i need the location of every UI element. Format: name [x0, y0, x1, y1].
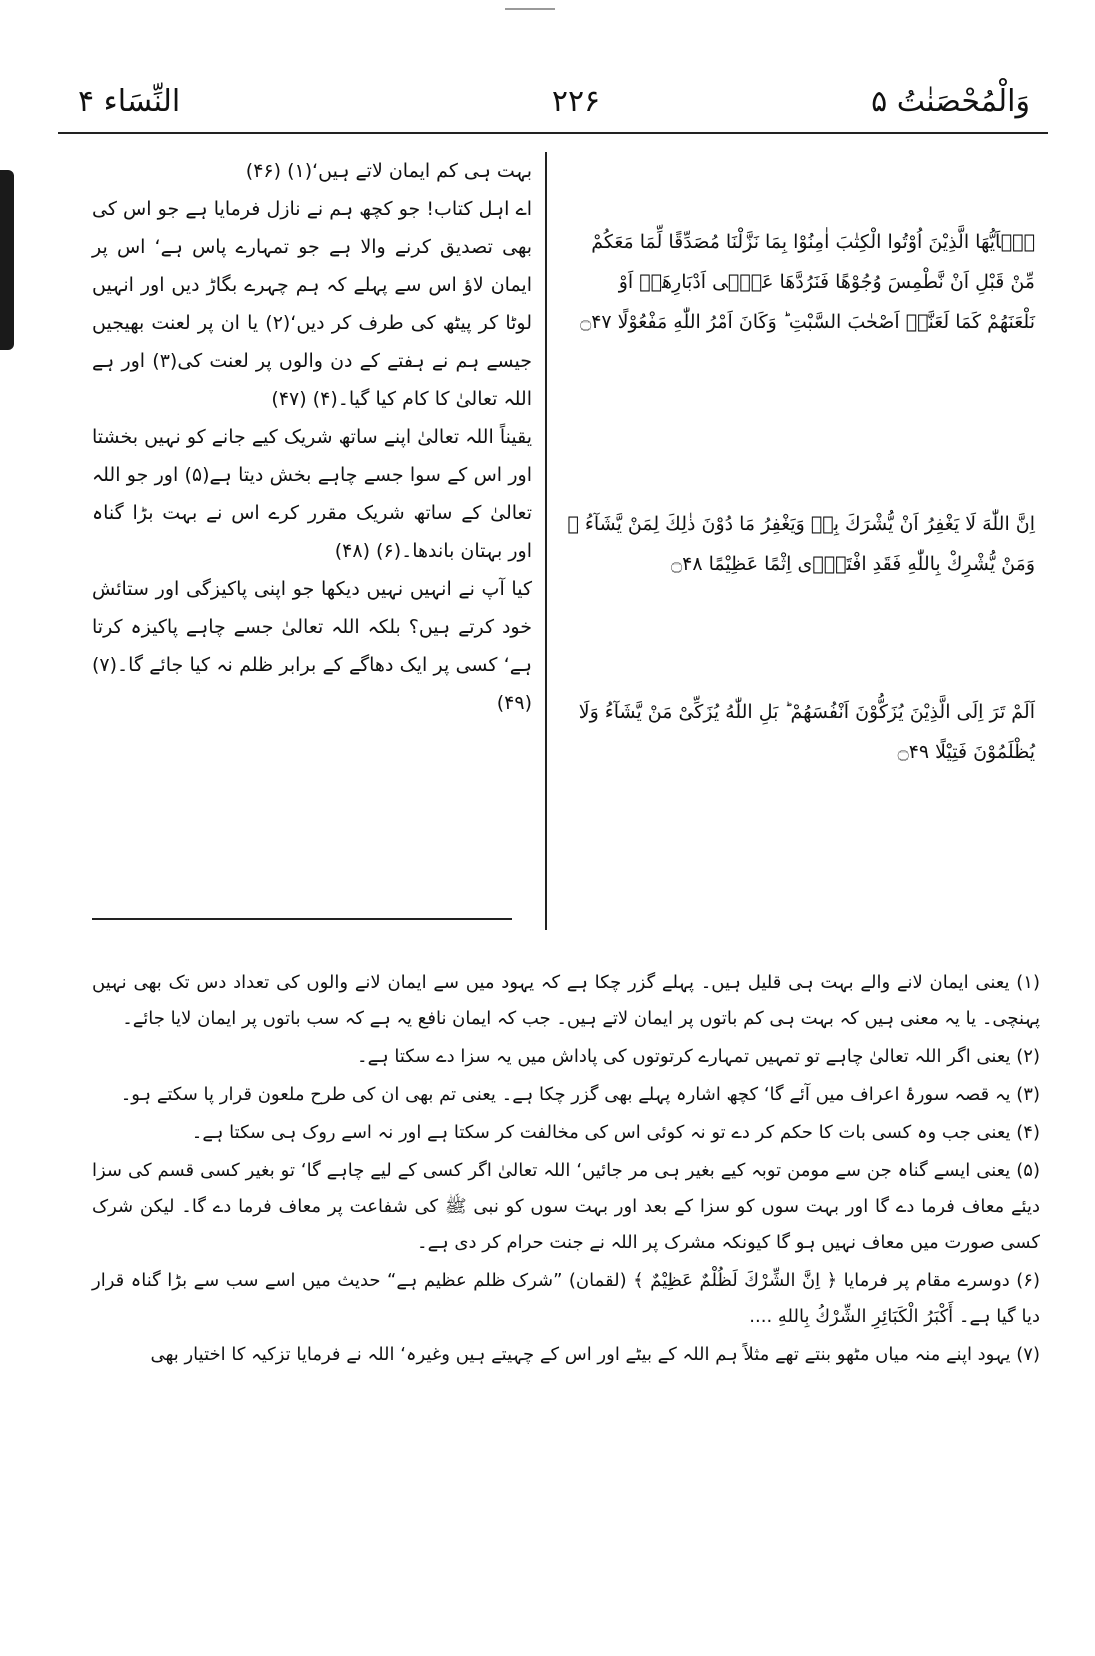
footnote: (۵) یعنی ایسے گناہ جن سے مومن توبہ کیے بغیر ہی مر جائیں‘ اللہ تعالیٰ اگر کسی کے لیے چاہے گا‘ تو بغیر کسی قسم کی سزا دیئے معاف فرما دے گا اور بہت سوں کو سزا کے بعد اور بہت سوں کو نبی ﷺ کی شفاعت پر معاف فرما دے گا۔ لیکن شرک کسی صورت میں معاف نہیں ہو گا کیونکہ مشرک پر اللہ نے جنت حرام کر دی ہے۔ — [92, 1160, 1040, 1253]
footnote: (۷) یہود اپنے منہ میاں مٹھو بنتے تھے مثلاً ہم اللہ کے بیٹے اور اس کے چہیتے ہیں وغیرہ‘ اللہ نے فرمایا تزکیہ کا اختیار بھی — [150, 1344, 1040, 1365]
footnote: (۴) یعنی جب وہ کسی بات کا حکم کر دے تو نہ کوئی اس کی مخالفت کر سکتا ہے اور نہ اسے روک ہی سکتا ہے۔ — [191, 1122, 1040, 1143]
translation-paragraph: بہت ہی کم ایمان لاتے ہیں‘(۱) (۴۶) — [245, 160, 532, 182]
header-surah-name: النِّسَاء ۴ — [78, 84, 181, 119]
header-rule — [58, 132, 1048, 134]
translation-paragraph: اے اہل کتاب! جو کچھ ہم نے نازل فرمایا ہے جو اس کی بھی تصدیق کرنے والا ہے جو تمہارے پاس ہے‘ اس پر ایمان لاؤ اس سے پہلے کہ ہم چہرے بگاڑ دیں اور انہیں لوٹا کر پیٹھ کی طرف کر دیں‘(۲) یا ان پر لعنت بھیجیں جیسے ہم نے ہفتے کے دن والوں پر لعنت کی(۳) اور ہے اللہ تعالیٰ کا کام کیا گیا۔(۴) (۴۷) — [92, 198, 533, 410]
footnote: (۶) دوسرے مقام پر فرمایا ﴿ اِنَّ الشِّرْكَ لَظُلْمٌ عَظِيْمٌ ﴾ (لقمان) ”شرک ظلم عظیم ہے“ حدیث میں اسے سب سے بڑا گناہ قرار دیا گیا ہے۔ أَكْبَرُ الْكَبَائِرِ الشِّرْكُ بِاللهِ .... — [92, 1270, 1040, 1327]
arabic-verse: اِنَّ اللّٰهَ لَا يَغْفِرُ اَنْ يُّشْرَكَ بِهٖ وَيَغْفِرُ مَا دُوْنَ ذٰلِكَ لِمَنْ يَّشَآءُ ۚ وَمَنْ يُّشْرِكْ بِاللّٰهِ فَقَدِ افْتَرٰۤى اِثْمًا عَظِيْمًا ۝۴۸ — [567, 513, 1035, 575]
column-divider — [545, 152, 547, 930]
footnote-rule — [92, 918, 512, 920]
translation-paragraph: یقیناً اللہ تعالیٰ اپنے ساتھ شریک کیے جانے کو نہیں بخشتا اور اس کے سوا جسے چاہے بخش دیتا ہے(۵) اور جو اللہ تعالیٰ کے ساتھ شریک مقرر کرے اس نے بہت بڑا گناہ اور بہتان باندھا۔(۶) (۴۸) — [92, 426, 532, 562]
translation-paragraph: کیا آپ نے انہیں نہیں دیکھا جو اپنی پاکیزگی اور ستائش خود کرتے ہیں؟ بلکہ اللہ تعالیٰ جسے چاہے پاکیزہ کرتا ہے‘ کسی پر ایک دھاگے کے برابر ظلم نہ کیا جائے گا۔(۷) (۴۹) — [92, 578, 532, 714]
page-header — [58, 78, 1048, 128]
header-juz-name: وَالْمُحْصَنٰتُ ۵ — [871, 84, 1030, 119]
page-number: ۲۲۶ — [551, 84, 601, 119]
scan-mark — [505, 8, 555, 10]
arabic-column — [565, 152, 1035, 772]
arabic-verse: اَلَمْ تَرَ اِلَى الَّذِيْنَ يُزَكُّوْنَ اَنْفُسَهُمْ ؕ بَلِ اللّٰهُ يُزَكِّىْ مَنْ يَّشَآءُ وَلَا يُظْلَمُوْنَ فَتِيْلًا ۝۴۹ — [578, 701, 1035, 763]
footnotes — [92, 965, 1040, 1375]
arabic-verse: يٰۤاَيُّهَا الَّذِيْنَ اُوْتُوا الْكِتٰبَ اٰمِنُوْا بِمَا نَزَّلْنَا مُصَدِّقًا لِّمَا مَعَكُمْ مِّنْ قَبْلِ اَنْ نَّطْمِسَ وُجُوْهًا فَنَرُدَّهَا عَلٰۤى اَدْبَارِهَاۤ اَوْ نَلْعَنَهُمْ كَمَا لَعَنَّاۤ اَصْحٰبَ السَّبْتِ ؕ وَكَانَ اَمْرُ اللّٰهِ مَفْعُوْلًا ۝۴۷ — [580, 231, 1035, 333]
footnote: (۱) یعنی ایمان لانے والے بہت ہی قلیل ہیں۔ پہلے گزر چکا ہے کہ یہود میں سے ایمان لانے والوں کی تعداد دس تک بھی نہیں پہنچی۔ یا یہ معنی ہیں کہ بہت ہی کم باتوں پر ایمان لاتے ہیں۔ جب کہ ایمان نافع یہ ہے کہ سب باتوں پر ایمان لایا جائے۔ — [92, 972, 1040, 1029]
footnote: (۲) یعنی اگر اللہ تعالیٰ چاہے تو تمہیں تمہارے کرتوتوں کی پاداش میں یہ سزا دے سکتا ہے۔ — [357, 1046, 1040, 1067]
scan-edge-shadow — [0, 170, 14, 350]
translation-column — [92, 152, 532, 722]
footnote: (۳) یہ قصہ سورۂ اعراف میں آئے گا‘ کچھ اشارہ پہلے بھی گزر چکا ہے۔ یعنی تم بھی ان کی طرح ملعون قرار پا سکتے ہو۔ — [120, 1084, 1040, 1105]
